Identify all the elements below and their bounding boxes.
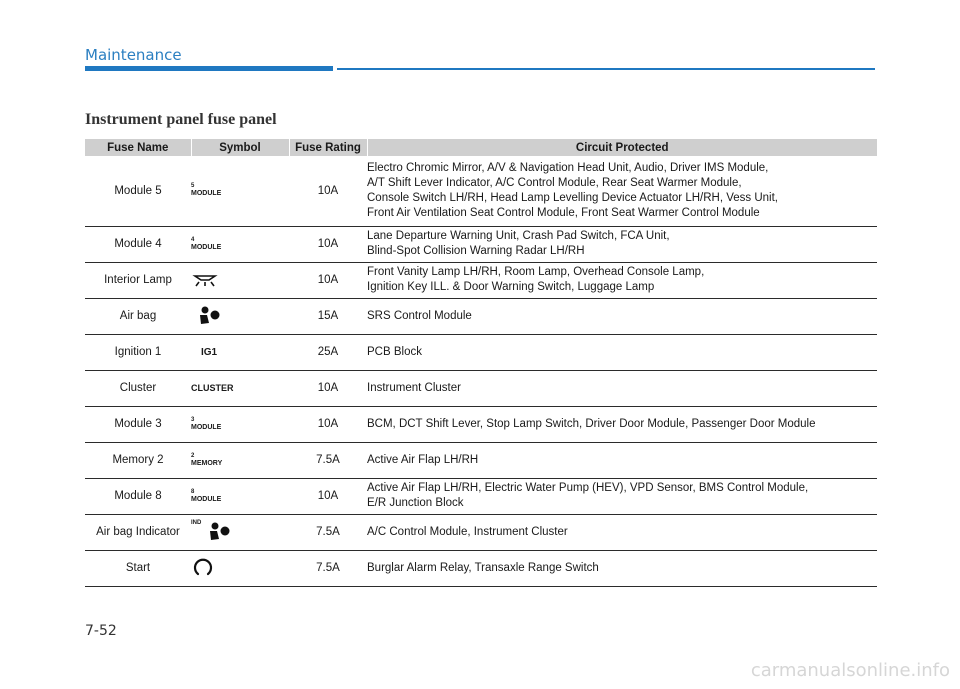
circuit-line: A/T Shift Lever Indicator, A/C Control Module, Rear Seat Warmer Module, bbox=[367, 176, 742, 189]
fuse-name-cell: Ignition 1 bbox=[85, 334, 191, 370]
table-row bbox=[85, 514, 877, 550]
fuse-name-cell: Air bag bbox=[85, 298, 191, 334]
fuse-rating-cell: 10A bbox=[289, 226, 367, 262]
symbol-text: CLUSTER bbox=[191, 383, 234, 393]
fuse-symbol-cell bbox=[191, 262, 289, 298]
module-symbol-text: MODULE bbox=[191, 243, 222, 251]
circuit-line: BCM, DCT Shift Lever, Stop Lamp Switch, Driver Door Module, Passenger Door Module bbox=[367, 417, 816, 430]
table-row bbox=[85, 156, 877, 226]
header-rule-thick bbox=[85, 66, 333, 71]
module-symbol-number: 3 bbox=[191, 416, 195, 423]
table-header-row bbox=[85, 139, 877, 156]
module-symbol bbox=[191, 237, 221, 251]
module-symbol-text: MODULE bbox=[191, 495, 222, 503]
circuit-line: Front Air Ventilation Seat Control Module, Front Seat Warmer Control Module bbox=[367, 206, 760, 219]
table-row bbox=[85, 226, 877, 262]
airbag-ind-label: IND bbox=[191, 520, 202, 526]
circuit-line: A/C Control Module, Instrument Cluster bbox=[367, 525, 568, 538]
circuit-line: Burglar Alarm Relay, Transaxle Range Switch bbox=[367, 561, 599, 574]
circuit-protected-cell bbox=[367, 550, 877, 586]
module-symbol-text: MEMORY bbox=[191, 459, 223, 467]
circuit-protected-cell bbox=[367, 370, 877, 406]
circuit-protected-cell bbox=[367, 226, 877, 262]
circuit-protected-cell bbox=[367, 334, 877, 370]
fuse-rating-cell: 10A bbox=[289, 478, 367, 514]
column-header: Fuse Rating bbox=[289, 139, 367, 156]
fuse-symbol-cell bbox=[191, 370, 289, 406]
circuit-protected-cell bbox=[367, 478, 877, 514]
fuse-symbol-cell bbox=[191, 406, 289, 442]
column-header: Symbol bbox=[191, 139, 289, 156]
fuse-symbol-cell bbox=[191, 226, 289, 262]
circuit-line: Electro Chromic Mirror, A/V & Navigation Head Unit, Audio, Driver IMS Module, bbox=[367, 161, 769, 174]
module-symbol bbox=[191, 183, 221, 197]
table-row bbox=[85, 334, 877, 370]
fuse-name-cell: Start bbox=[85, 550, 191, 586]
header-rule-thin bbox=[337, 68, 875, 70]
module-symbol bbox=[191, 489, 221, 503]
module-symbol-text: MODULE bbox=[191, 190, 222, 198]
module-symbol-number: 2 bbox=[191, 452, 195, 459]
circuit-line: Lane Departure Warning Unit, Crash Pad Switch, FCA Unit, bbox=[367, 230, 670, 242]
fuse-name-cell: Module 8 bbox=[85, 478, 191, 514]
fuse-name-cell: Module 4 bbox=[85, 226, 191, 262]
circuit-protected-cell bbox=[367, 298, 877, 334]
fuse-symbol-cell bbox=[191, 156, 289, 226]
module-symbol bbox=[191, 453, 222, 467]
fuse-rating-cell: 7.5A bbox=[289, 514, 367, 550]
circuit-line: Instrument Cluster bbox=[367, 381, 461, 394]
fuse-rating-cell: 25A bbox=[289, 334, 367, 370]
symbol-text: IG1 bbox=[201, 347, 218, 358]
circuit-line: SRS Control Module bbox=[367, 309, 472, 322]
circuit-line: E/R Junction Block bbox=[367, 497, 464, 509]
fuse-name-cell: Air bag Indicator bbox=[85, 514, 191, 550]
circuit-line: Active Air Flap LH/RH, Electric Water Pump (HEV), VPD Sensor, BMS Control Module, bbox=[367, 482, 809, 494]
fuse-rating-cell: 7.5A bbox=[289, 442, 367, 478]
table-row bbox=[85, 442, 877, 478]
table-row bbox=[85, 550, 877, 586]
circuit-line: Blind-Spot Collision Warning Radar LH/RH bbox=[367, 245, 585, 257]
fuse-symbol-cell bbox=[191, 442, 289, 478]
fuse-rating-cell: 15A bbox=[289, 298, 367, 334]
fuse-table-body bbox=[85, 156, 877, 586]
circuit-line: Front Vanity Lamp LH/RH, Room Lamp, Overhead Console Lamp, bbox=[367, 266, 705, 278]
circuit-line: Console Switch LH/RH, Head Lamp Levelling Device Actuator LH/RH, Vess Unit, bbox=[367, 191, 778, 204]
page-number: 7-52 bbox=[85, 623, 117, 639]
start-icon bbox=[191, 556, 215, 580]
fuse-symbol-cell bbox=[191, 298, 289, 334]
circuit-line: Active Air Flap LH/RH bbox=[367, 453, 479, 466]
circuit-protected-cell bbox=[367, 156, 877, 226]
fuse-rating-cell: 10A bbox=[289, 156, 367, 226]
fuse-name-cell: Module 3 bbox=[85, 406, 191, 442]
circuit-protected-cell bbox=[367, 442, 877, 478]
circuit-protected-cell bbox=[367, 406, 877, 442]
circuit-line: Ignition Key ILL. & Door Warning Switch, Luggage Lamp bbox=[367, 281, 655, 293]
module-symbol-number: 5 bbox=[191, 183, 195, 190]
table-row bbox=[85, 370, 877, 406]
watermark: carmanualsonline.info bbox=[750, 660, 950, 681]
airbag-icon bbox=[191, 304, 225, 328]
module-symbol-number: 4 bbox=[191, 236, 195, 243]
fuse-rating-cell: 10A bbox=[289, 370, 367, 406]
fuse-symbol-cell bbox=[191, 478, 289, 514]
fuse-name-cell: Memory 2 bbox=[85, 442, 191, 478]
page-title: Instrument panel fuse panel bbox=[85, 111, 277, 128]
circuit-protected-cell bbox=[367, 514, 877, 550]
table-row bbox=[85, 478, 877, 514]
fuse-rating-cell: 7.5A bbox=[289, 550, 367, 586]
fuse-symbol-cell bbox=[191, 334, 289, 370]
fuse-rating-cell: 10A bbox=[289, 262, 367, 298]
fuse-table bbox=[85, 139, 877, 587]
section-label: Maintenance bbox=[85, 46, 182, 64]
table-row bbox=[85, 298, 877, 334]
interior-lamp-icon bbox=[191, 272, 219, 288]
fuse-name-cell: Interior Lamp bbox=[85, 262, 191, 298]
circuit-protected-cell bbox=[367, 262, 877, 298]
fuse-symbol-cell bbox=[191, 514, 289, 550]
module-symbol bbox=[191, 417, 221, 431]
airbag-indicator-icon bbox=[201, 520, 235, 544]
circuit-line: PCB Block bbox=[367, 345, 422, 358]
column-header: Fuse Name bbox=[85, 139, 191, 156]
table-row bbox=[85, 406, 877, 442]
fuse-symbol-cell bbox=[191, 550, 289, 586]
fuse-name-cell: Cluster bbox=[85, 370, 191, 406]
column-header: Circuit Protected bbox=[367, 139, 877, 156]
module-symbol-number: 8 bbox=[191, 488, 195, 495]
module-symbol-text: MODULE bbox=[191, 423, 222, 431]
fuse-name-cell: Module 5 bbox=[85, 156, 191, 226]
table-row bbox=[85, 262, 877, 298]
fuse-rating-cell: 10A bbox=[289, 406, 367, 442]
